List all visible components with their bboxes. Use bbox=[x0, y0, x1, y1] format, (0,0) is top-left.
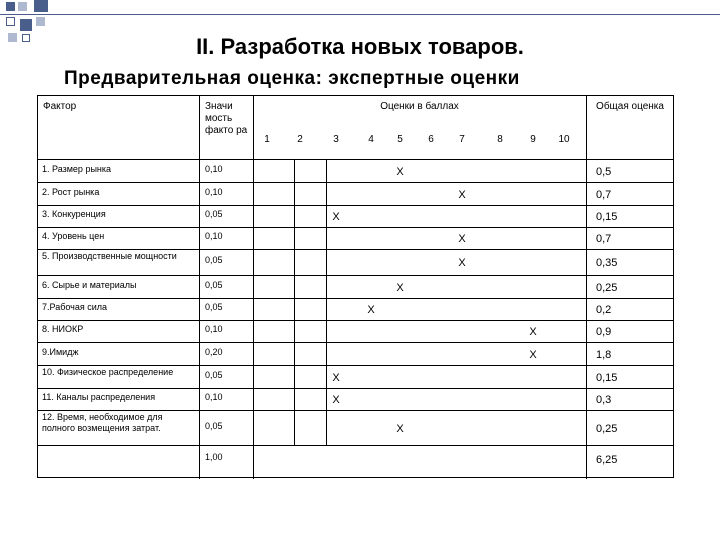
score-mark: X bbox=[332, 211, 340, 223]
decor-square bbox=[18, 2, 27, 11]
scale-number: 4 bbox=[368, 134, 374, 145]
row-divider bbox=[38, 275, 673, 276]
row-divider bbox=[38, 249, 673, 250]
scale-number: 5 bbox=[397, 134, 403, 145]
row-total: 0,2 bbox=[596, 304, 612, 316]
col-divider bbox=[253, 96, 254, 479]
row-total: 1,8 bbox=[596, 349, 612, 361]
row-divider bbox=[38, 227, 673, 228]
row-weight: 0,05 bbox=[205, 370, 223, 380]
row-factor: 12. Время, необходимое для полного возмещения затрат. bbox=[42, 412, 163, 433]
row-total: 0,15 bbox=[596, 211, 618, 223]
row-divider bbox=[38, 388, 673, 389]
row-divider bbox=[38, 205, 673, 206]
header-total: Общая оценка bbox=[596, 101, 664, 112]
score-mark: X bbox=[458, 257, 466, 269]
row-factor: 1. Размер рынка bbox=[42, 164, 112, 174]
row-weight: 0,05 bbox=[205, 421, 223, 431]
row-total: 0,7 bbox=[596, 189, 612, 201]
row-divider bbox=[38, 410, 673, 411]
score-col-divider bbox=[326, 159, 327, 445]
row-weight: 0,10 bbox=[205, 324, 223, 334]
row-total: 0,25 bbox=[596, 282, 618, 294]
decor-square bbox=[34, 0, 48, 12]
row-divider bbox=[38, 445, 673, 446]
row-total: 0,7 bbox=[596, 233, 612, 245]
row-weight: 0,05 bbox=[205, 280, 223, 290]
row-total: 0,9 bbox=[596, 326, 612, 338]
row-total: 0,5 bbox=[596, 166, 612, 178]
score-mark: X bbox=[396, 282, 404, 294]
score-mark: X bbox=[367, 304, 375, 316]
decor-square bbox=[20, 19, 32, 31]
score-mark: X bbox=[458, 189, 466, 201]
row-factor: 2. Рост рынка bbox=[42, 187, 100, 197]
scale-number: 1 bbox=[264, 134, 270, 145]
col-divider bbox=[586, 96, 587, 479]
row-total: 0,15 bbox=[596, 372, 618, 384]
summary-total: 6,25 bbox=[596, 454, 618, 466]
row-factor: 10. Физическое распределение bbox=[42, 367, 174, 377]
header-rule bbox=[0, 14, 720, 15]
score-mark: X bbox=[396, 423, 404, 435]
score-mark: X bbox=[529, 349, 537, 361]
row-weight: 0,20 bbox=[205, 347, 223, 357]
row-weight: 0,05 bbox=[205, 209, 223, 219]
row-weight: 0,10 bbox=[205, 187, 223, 197]
col-divider bbox=[199, 96, 200, 479]
row-total: 0,25 bbox=[596, 423, 618, 435]
score-mark: X bbox=[458, 233, 466, 245]
row-divider bbox=[38, 342, 673, 343]
row-weight: 0,10 bbox=[205, 231, 223, 241]
row-divider bbox=[38, 182, 673, 183]
score-mark: X bbox=[332, 372, 340, 384]
row-divider bbox=[38, 159, 673, 160]
row-weight: 0,10 bbox=[205, 392, 223, 402]
summary-weight: 1,00 bbox=[205, 452, 223, 462]
row-factor: 3. Конкуренция bbox=[42, 209, 106, 219]
row-factor: 5. Производственные мощности bbox=[42, 251, 177, 261]
score-mark: X bbox=[529, 326, 537, 338]
scale-number: 10 bbox=[558, 134, 570, 145]
slide-title: II. Разработка новых товаров. bbox=[196, 34, 524, 59]
row-weight: 0,10 bbox=[205, 164, 223, 174]
decor-square bbox=[6, 2, 15, 11]
row-factor: 7.Рабочая сила bbox=[42, 302, 108, 312]
score-col-divider bbox=[294, 159, 295, 445]
header-weight: Значи мость факто ра bbox=[205, 101, 248, 136]
row-factor: 11. Каналы распределения bbox=[42, 392, 156, 402]
row-weight: 0,05 bbox=[205, 302, 223, 312]
slide-subtitle: Предварительная оценка: экспертные оценки bbox=[64, 68, 520, 89]
scale-number: 2 bbox=[297, 134, 303, 145]
row-factor: 9.Имидж bbox=[42, 347, 79, 357]
decor-square bbox=[36, 17, 45, 26]
scale-number: 8 bbox=[497, 134, 503, 145]
row-total: 0,35 bbox=[596, 257, 618, 269]
row-total: 0,3 bbox=[596, 394, 612, 406]
scale-number: 9 bbox=[530, 134, 536, 145]
header-scores: Оценки в баллах bbox=[380, 101, 459, 112]
score-mark: X bbox=[332, 394, 340, 406]
header-factor: Фактор bbox=[43, 101, 77, 112]
row-weight: 0,05 bbox=[205, 255, 223, 265]
row-divider bbox=[38, 320, 673, 321]
scale-number: 6 bbox=[428, 134, 434, 145]
row-divider bbox=[38, 365, 673, 366]
scale-number: 7 bbox=[459, 134, 465, 145]
decor-square bbox=[6, 17, 15, 26]
evaluation-table bbox=[37, 95, 674, 478]
scale-number: 3 bbox=[333, 134, 339, 145]
row-factor: 8. НИОКР bbox=[42, 324, 84, 334]
row-factor: 4. Уровень цен bbox=[42, 231, 105, 241]
score-mark: X bbox=[396, 166, 404, 178]
row-factor: 6. Сырье и материалы bbox=[42, 280, 137, 290]
row-divider bbox=[38, 298, 673, 299]
